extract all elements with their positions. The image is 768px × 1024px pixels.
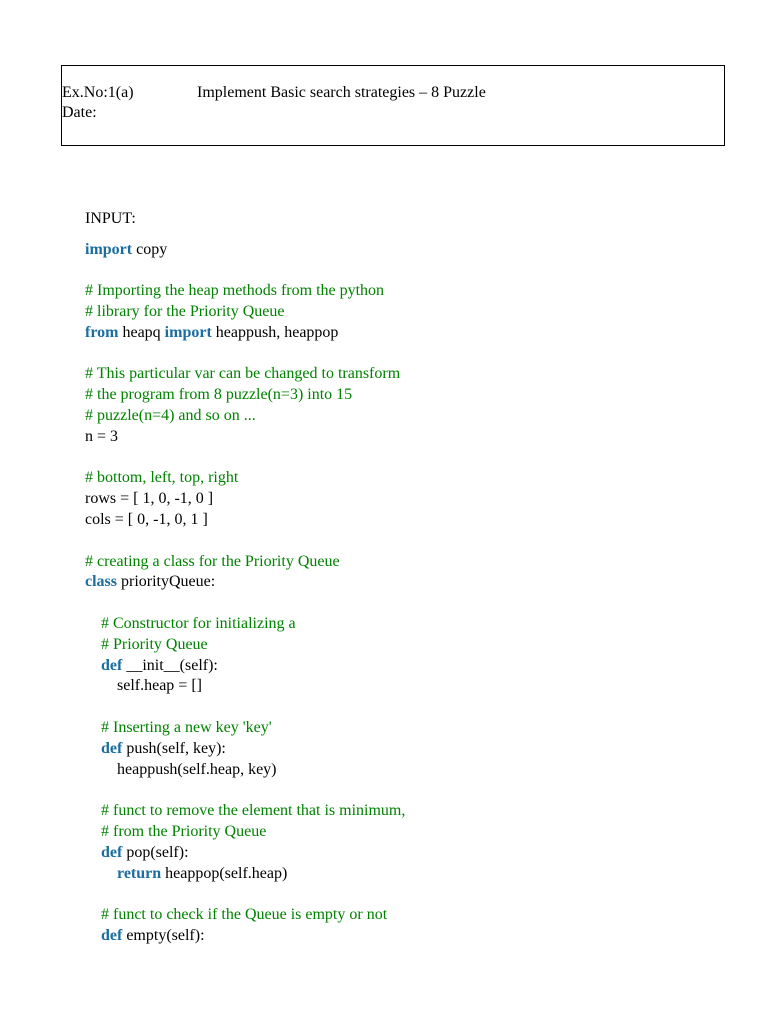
input-label: INPUT:	[85, 209, 136, 227]
code-indent	[85, 657, 101, 674]
code-line	[85, 510, 725, 531]
blank-line	[85, 344, 725, 365]
code-indent	[85, 740, 101, 757]
code-comment: # funct to check if the Queue is empty or not	[101, 906, 388, 924]
code-line	[85, 552, 725, 573]
code-comment: # This particular var can be changed to transform	[85, 365, 401, 383]
code-line	[85, 468, 725, 489]
code-text: heappush(self.heap, key)	[85, 760, 277, 778]
code-line	[85, 926, 725, 947]
code-text: push(self, key):	[122, 739, 226, 757]
code-line	[85, 281, 725, 302]
code-line	[85, 240, 725, 261]
date-label: Date:	[62, 104, 97, 121]
blank-line	[85, 448, 725, 469]
code-comment: # Priority Queue	[101, 635, 208, 653]
code-text: pop(self):	[122, 843, 189, 861]
blank-line	[85, 884, 725, 905]
code-indent	[85, 802, 101, 819]
code-line	[85, 864, 725, 885]
code-keyword: import	[85, 240, 133, 258]
code-indent	[85, 719, 101, 736]
code-comment: # library for the Priority Queue	[85, 302, 285, 320]
blank-line	[85, 531, 725, 552]
code-comment: # Inserting a new key 'key'	[101, 718, 272, 736]
code-line	[85, 905, 725, 926]
code-line	[85, 427, 725, 448]
code-keyword: return	[117, 864, 162, 882]
code-text: n = 3	[85, 427, 119, 445]
code-text: copy	[132, 240, 168, 258]
exercise-header-box	[61, 65, 725, 146]
code-text: rows = [ 1, 0, -1, 0 ]	[85, 490, 214, 508]
code-line	[85, 656, 725, 677]
code-line	[85, 406, 725, 427]
code-keyword: class	[85, 573, 117, 591]
code-line	[85, 739, 725, 760]
code-keyword: def	[101, 843, 123, 861]
exercise-title: Implement Basic search strategies – 8 Puzzle	[197, 84, 486, 101]
code-comment: # bottom, left, top, right	[85, 469, 239, 487]
code-listing	[85, 240, 725, 947]
code-comment: # Importing the heap methods from the python	[85, 282, 385, 300]
blank-line	[85, 697, 725, 718]
code-keyword: from	[85, 323, 119, 341]
code-text: heappush, heappop	[211, 323, 339, 341]
code-line	[85, 614, 725, 635]
code-text: self.heap = []	[85, 677, 202, 695]
code-indent	[85, 865, 117, 882]
code-indent	[85, 927, 101, 944]
code-indent	[85, 615, 101, 632]
code-line	[85, 843, 725, 864]
header-row-date	[62, 103, 724, 123]
code-text: heappop(self.heap)	[161, 864, 288, 882]
code-line	[85, 385, 725, 406]
code-comment: # from the Priority Queue	[101, 822, 267, 840]
code-text: cols = [ 0, -1, 0, 1 ]	[85, 510, 208, 528]
code-indent	[85, 823, 101, 840]
code-comment: # creating a class for the Priority Queue	[85, 552, 340, 570]
header-row-title	[62, 83, 724, 103]
code-line	[85, 718, 725, 739]
code-comment: # funct to remove the element that is minimum,	[101, 802, 406, 820]
code-line	[85, 822, 725, 843]
blank-line	[85, 260, 725, 281]
code-indent	[85, 844, 101, 861]
code-keyword: def	[101, 739, 123, 757]
code-keyword: def	[101, 656, 123, 674]
code-text: priorityQueue:	[117, 573, 216, 591]
code-keyword: import	[164, 323, 212, 341]
code-line	[85, 676, 725, 697]
blank-line	[85, 780, 725, 801]
code-line	[85, 323, 725, 344]
code-text: __init__(self):	[122, 656, 218, 674]
code-comment: # Constructor for initializing a	[101, 614, 296, 632]
code-line	[85, 364, 725, 385]
code-line	[85, 801, 725, 822]
code-comment: # the program from 8 puzzle(n=3) into 15	[85, 386, 353, 404]
code-indent	[85, 906, 101, 923]
code-text: empty(self):	[122, 926, 205, 944]
code-line	[85, 572, 725, 593]
code-line	[85, 302, 725, 323]
code-line	[85, 489, 725, 510]
code-indent	[85, 636, 101, 653]
code-comment: # puzzle(n=4) and so on ...	[85, 406, 256, 424]
blank-line	[85, 593, 725, 614]
code-line	[85, 635, 725, 656]
code-line	[85, 760, 725, 781]
exercise-number: Ex.No:1(a)	[62, 84, 134, 101]
code-text: heapq	[118, 323, 165, 341]
code-keyword: def	[101, 926, 123, 944]
